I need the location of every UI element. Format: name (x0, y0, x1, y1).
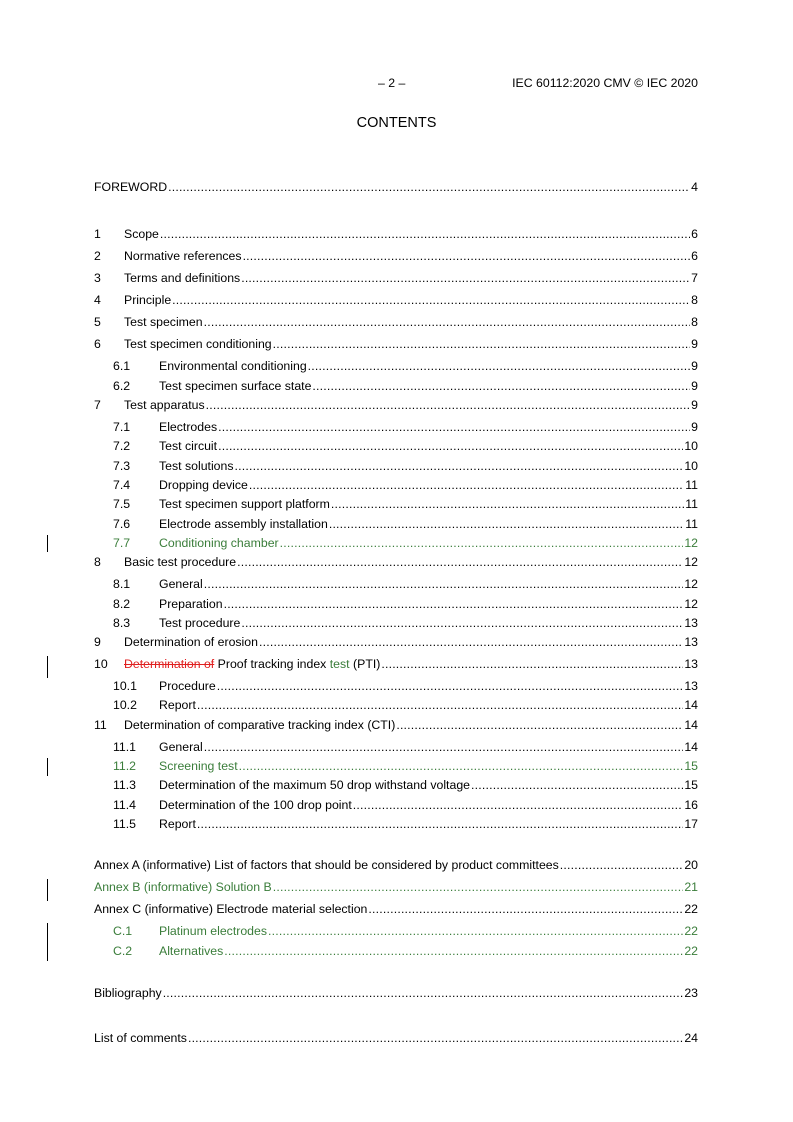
toc-list-of-comments[interactable]: List of comments ..... 24 (94, 1031, 698, 1047)
toc-entry[interactable]: 3 Terms and definitions ..... 7 (94, 271, 698, 287)
toc-subentry[interactable]: 7.6 Electrode assembly installation ..... 11 (94, 517, 698, 533)
toc-subentry[interactable]: 7.4 Dropping device ..... 11 (94, 478, 698, 494)
toc-subentry[interactable]: 8.1 General ..... 12 (94, 577, 698, 593)
toc-subentry[interactable]: 10.1 Procedure ..... 13 (94, 679, 698, 695)
change-bar (47, 879, 48, 901)
toc-subentry[interactable]: 8.3 Test procedure ..... 13 (94, 616, 698, 632)
toc-subentry[interactable]: 10.2 Report ..... 14 (94, 698, 698, 714)
document-id: IEC 60112:2020 CMV © IEC 2020 (512, 76, 698, 90)
toc-entry[interactable]: 6 Test specimen conditioning ..... 9 (94, 337, 698, 353)
toc-entry-revised[interactable]: 10 Determination of Proof tracking index test (PTI) ..... 13 (94, 657, 698, 673)
toc-entry[interactable]: 8 Basic test procedure ..... 12 (94, 555, 698, 571)
toc-subentry[interactable]: 11.1 General ..... 14 (94, 740, 698, 756)
toc-entry[interactable]: 11 Determination of comparative tracking index (CTI) ..... 14 (94, 718, 698, 734)
toc-subentry-inserted[interactable]: C.1 Platinum electrodes ..... 22 (94, 924, 698, 940)
toc-entry[interactable]: 4 Principle ..... 8 (94, 293, 698, 309)
toc-subentry-inserted[interactable]: 7.7 Conditioning chamber ..... 12 (94, 536, 698, 552)
toc-subentry[interactable]: 11.3 Determination of the maximum 50 drop withstand voltage ..... 15 (94, 778, 698, 794)
toc-subentry[interactable]: 7.1 Electrodes ..... 9 (94, 420, 698, 436)
toc-entry[interactable]: 2 Normative references ..... 6 (94, 249, 698, 265)
toc-entry-foreword[interactable]: FOREWORD ..... 4 (94, 180, 698, 196)
deleted-text: Determination of (124, 657, 215, 671)
toc-subentry[interactable]: 6.2 Test specimen surface state ..... 9 (94, 379, 698, 395)
toc-subentry[interactable]: 7.5 Test specimen support platform ..... 11 (94, 497, 698, 513)
toc-annex-b[interactable]: Annex B (informative) Solution B ..... 21 (94, 880, 698, 896)
toc-subentry[interactable]: 7.3 Test solutions ..... 10 (94, 459, 698, 475)
toc-entry[interactable]: 7 Test apparatus ..... 9 (94, 398, 698, 414)
toc-subentry[interactable]: 7.2 Test circuit ..... 10 (94, 439, 698, 455)
inserted-text: test (329, 657, 350, 671)
toc-subentry[interactable]: 11.4 Determination of the 100 drop point ..... 16 (94, 798, 698, 814)
toc-subentry[interactable]: 11.5 Report ..... 17 (94, 817, 698, 833)
toc-subentry-inserted[interactable]: C.2 Alternatives ..... 22 (94, 944, 698, 960)
toc-entry[interactable]: 9 Determination of erosion ..... 13 (94, 635, 698, 651)
page-header (0, 76, 793, 92)
toc-annex-a[interactable]: Annex A (informative) List of factors that should be considered by product committees ..... 20 (94, 858, 698, 874)
toc-entry[interactable]: 5 Test specimen ..... 8 (94, 315, 698, 331)
change-bar (47, 656, 48, 678)
toc-subentry[interactable]: 6.1 Environmental conditioning ..... 9 (94, 359, 698, 375)
toc-subentry[interactable]: 8.2 Preparation ..... 12 (94, 597, 698, 613)
page-number: – 2 – (378, 76, 406, 90)
page-title: CONTENTS (356, 115, 437, 131)
toc-entry[interactable]: 1 Scope ..... 6 (94, 227, 698, 243)
change-bar (47, 923, 48, 961)
change-bar (47, 758, 48, 776)
change-bar (47, 535, 48, 552)
toc-annex-c[interactable]: Annex C (informative) Electrode material selection ..... 22 (94, 902, 698, 918)
toc-subentry-inserted[interactable]: 11.2 Screening test ..... 15 (94, 759, 698, 775)
toc-bibliography[interactable]: Bibliography ..... 23 (94, 986, 698, 1002)
